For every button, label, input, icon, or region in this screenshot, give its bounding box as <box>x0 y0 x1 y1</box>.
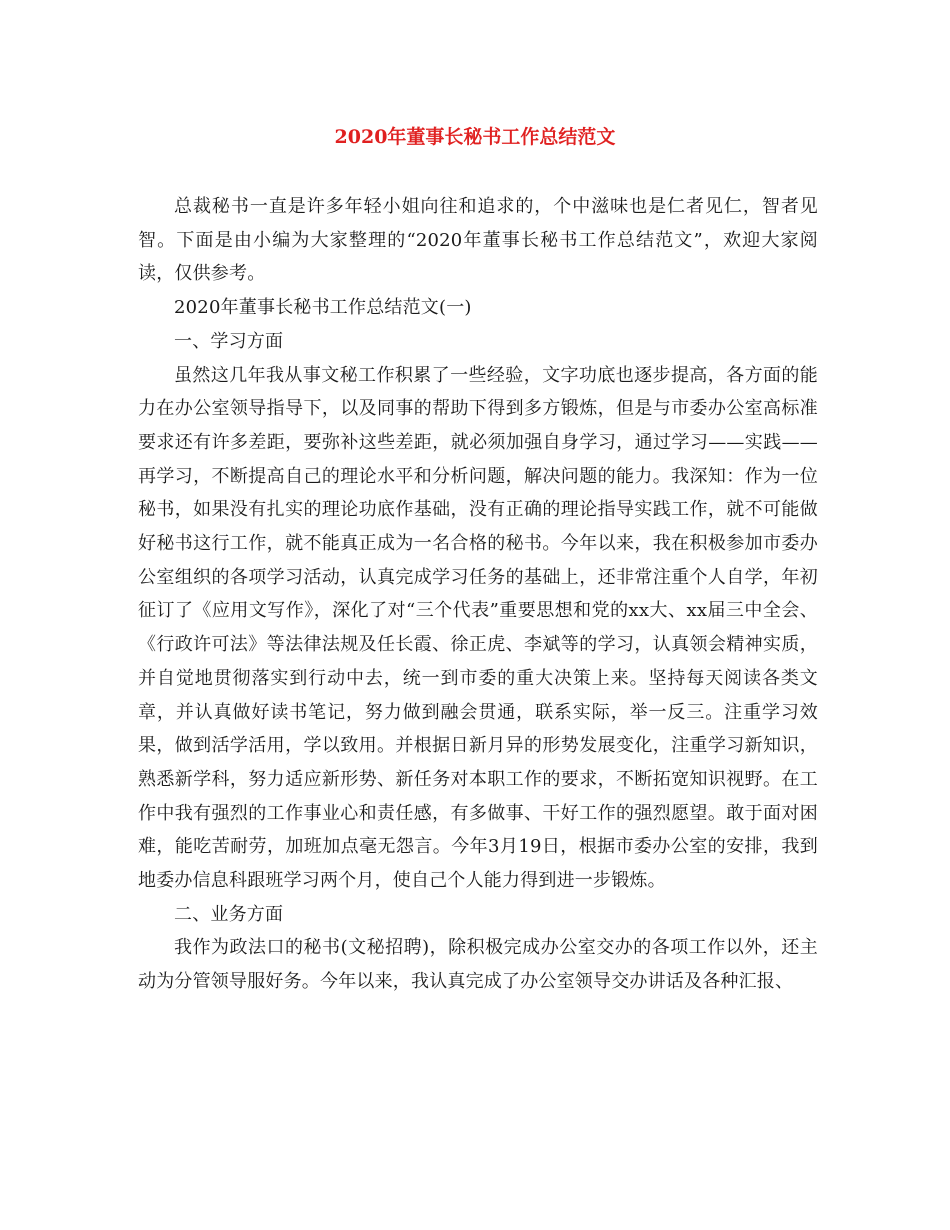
study-paragraph: 虽然这几年我从事文秘工作积累了一些经验，文字功底也逐步提高，各方面的能力在办公室领导指导下，以及同事的帮助下得到多方锻炼，但是与市委办公室高标准要求还有许多差距，要弥补这些差距，就必须加强自身学习，通过学习——实践——再学习，不断提高自己的理论水平和分析问题，解决问题的能力。我深知：作为一位秘书，如果没有扎实的理论功底作基础，没有正确的理论指导实践工作，就不可能做好秘书这行工作，就不能真正成为一名合格的秘书。今年以来，我在积极参加市委办公室组织的各项学习活动，认真完成学习任务的基础上，还非常注重个人自学，年初征订了《应用文写作》，深化了对“三个代表”重要思想和党的xx大、xx届三中全会、《行政许可法》等法律法规及任长霞、徐正虎、李斌等的学习，认真领会精神实质，并自觉地贯彻落实到行动中去，统一到市委的重大决策上来。坚持每天阅读各类文章，并认真做好读书笔记，努力做到融会贯通，联系实际，举一反三。注重学习效果，做到活学活用，学以致用。并根据日新月异的形势发展变化，注重学习新知识，熟悉新学科，努力适应新形势、新任务对本职工作的要求，不断拓宽知识视野。在工作中我有强烈的工作事业心和责任感，有多做事、干好工作的强烈愿望。敢于面对困难，能吃苦耐劳，加班加点毫无怨言。今年3月19日，根据市委办公室的安排，我到地委办信息科跟班学习两个月，使自己个人能力得到进一步锻炼。 <box>138 364 818 892</box>
intro-paragraph: 总裁秘书一直是许多年轻小姐向往和追求的，个中滋味也是仁者见仁，智者见智。下面是由小编为大家整理的“2020年董事长秘书工作总结范文”，欢迎大家阅读，仅供参考。 <box>138 196 818 285</box>
business-paragraph: 我作为政法口的秘书(文秘招聘)，除积极完成办公室交办的各项工作以外，还主动为分管领导服好务。今年以来，我认真完成了办公室领导交办讲话及各种汇报、 <box>138 937 818 993</box>
document-title: 2020年董事长秘书工作总结范文 <box>334 126 616 148</box>
section-heading-part-one: 2020年董事长秘书工作总结范文(一) <box>174 297 472 319</box>
subheading-study: 一、学习方面 <box>174 330 284 352</box>
document-body <box>138 190 818 999</box>
subheading-business: 二、业务方面 <box>174 903 284 925</box>
